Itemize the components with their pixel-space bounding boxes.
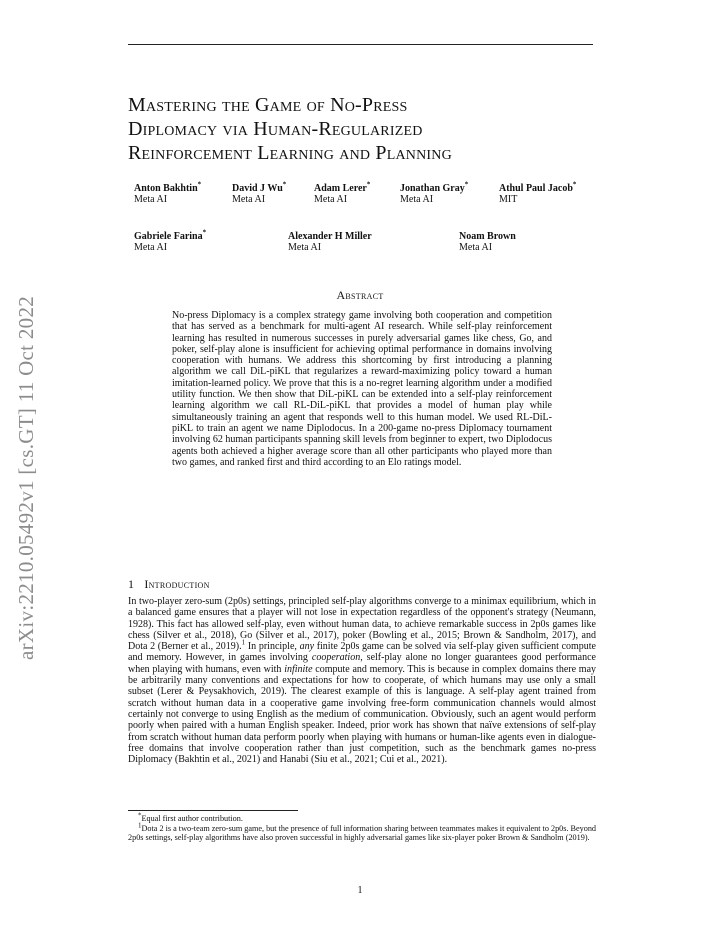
equal-contribution-mark: * bbox=[464, 180, 469, 189]
footnote-rule bbox=[128, 810, 298, 811]
equal-contribution-mark: * bbox=[572, 180, 577, 189]
author-affiliation: MIT bbox=[499, 194, 518, 205]
footnote-mark: * bbox=[138, 811, 142, 820]
arxiv-identifier[interactable]: arXiv:2210.05492v1 [cs.GT] 11 Oct 2022 bbox=[14, 295, 38, 660]
author-alexander-h-miller bbox=[288, 231, 372, 253]
author-name: Noam Brown bbox=[459, 231, 516, 242]
author-name: Alexander H Miller bbox=[288, 231, 372, 242]
author-affiliation: Meta AI bbox=[314, 194, 348, 205]
title-line-2: Diplomacy via Human-Regularized bbox=[128, 118, 423, 140]
equal-contribution-mark: * bbox=[197, 180, 202, 189]
section-number: 1 bbox=[128, 577, 135, 591]
author-affiliation: Meta AI bbox=[232, 194, 266, 205]
equal-contribution-mark: * bbox=[282, 180, 287, 189]
page-number: 1 bbox=[357, 885, 363, 896]
title-line-3: Reinforcement Learning and Planning bbox=[128, 142, 452, 164]
author-affiliation: Meta AI bbox=[288, 242, 322, 253]
footnotes bbox=[128, 811, 597, 843]
title-line-1: Mastering the Game of No-Press bbox=[128, 94, 408, 116]
author-name: Athul Paul Jacob bbox=[499, 183, 573, 194]
footnote-equal-contribution: *Equal first author contribution. bbox=[138, 811, 243, 823]
abstract-text: No-press Diplomacy is a complex strategy game involving both cooperation and competition that has served as a benchmark for multi-agent AI research. While self-play reinforcement learning has resulted in numerous successes in purely adversarial games like chess, Go, and poker, self-play alone is insufficient for achieving optimal performance in domains involving cooperation with humans. We address this shortcoming by first introducing a planning algorithm we call DiL-piKL that regularizes a reward-maximizing policy toward a human imitation-learned policy. We prove that this is a no-regret learning algorithm under a modified utility function. We then show that DiL-piKL can be extended into a self-play reinforcement learning algorithm we call RL-DiL-piKL that provides a model of human play while simultaneously training an agent that responds well to this human model. We used RL-DiL-piKL to train an agent we name Diplodocus. In a 200-game no-press Diplomacy tournament involving 62 human participants spanning skill levels from beginner to expert, two Diplodocus agents both achieved a higher average score than all other participants who played more than two games, and ranked first and third according to an Elo ratings model. bbox=[172, 310, 552, 468]
abstract-heading: Abstract bbox=[336, 288, 384, 302]
author-anton-bakhtin bbox=[134, 180, 202, 205]
author-adam-lerer bbox=[314, 180, 371, 205]
emphasis-infinite: infinite bbox=[284, 663, 313, 675]
introduction-text bbox=[128, 596, 596, 765]
section-heading-introduction bbox=[128, 577, 210, 592]
author-name: David J Wu bbox=[232, 183, 283, 194]
emphasis-any: any bbox=[299, 641, 315, 653]
intro-paragraph-2: In principle, any finite 2p0s game can be solved via self-play given sufficient compute and memory. However, in games involving cooperation, self-play alone no longer guarantees good performance when playing with humans, even with infinite compute and memory. This is because in complex domains there may be arbitrarily many conventions and expectations for how to cooperate, of which humans may use only a small subset (Lerer & Peysakhovich, 2019). The clearest example of this is language. A self-play agent trained from scratch without human data in a cooperative game involving free-form communication channels would almost certainly not converge to using English as the medium of communication. Obviously, such an agent would perform poorly when paired with a human English speaker. Indeed, prior work has shown that naïve extensions of self-play from scratch without human data perform poorly when playing with humans or human-like agents even in dialogue-free domains that involve cooperation rather than just competition, such as the benchmark games no-press Diplomacy (Bakhtin et al., 2021) and Hanabi (Siu et al., 2021; Cui et al., 2021). bbox=[128, 641, 597, 766]
author-name: Jonathan Gray bbox=[400, 183, 465, 194]
author-jonathan-gray bbox=[400, 180, 469, 205]
paper-title bbox=[128, 93, 598, 165]
author-affiliation: Meta AI bbox=[134, 242, 168, 253]
equal-contribution-mark: * bbox=[366, 180, 371, 189]
intro-paragraph-1: In two-player zero-sum (2p0s) settings, principled self-play algorithms converge to a minimax equilibrium, which in a balanced game ensures that a player will not lose in expectation regardless of the opponent's strategy (Neumann, 1928). This fact has allowed self-play, even without human data, to achieve remarkable success in 2p0s games like chess (Silver et al., 2018), Go (Silver et al., 2017), poker (Bowling et al., 2015; Brown & Sandholm, 2017), and Dota 2 (Berner et al., 2019). bbox=[128, 596, 596, 653]
author-noam-brown bbox=[459, 231, 516, 253]
author-athul-paul-jacob bbox=[499, 180, 577, 205]
section-title: Introduction bbox=[144, 577, 210, 591]
author-affiliation: Meta AI bbox=[400, 194, 434, 205]
footnote-mark: 1 bbox=[138, 820, 142, 829]
author-name: Gabriele Farina bbox=[134, 231, 203, 242]
author-affiliation: Meta AI bbox=[134, 194, 168, 205]
author-david-j-wu bbox=[232, 180, 287, 205]
author-affiliation: Meta AI bbox=[459, 242, 493, 253]
author-name: Adam Lerer bbox=[314, 183, 367, 194]
header-rule bbox=[128, 44, 593, 45]
footnote-1: $^1$Dota 2 is a two-team zero-sum game, but the presence of full information sharing between teammates makes it equivalent to 2p0s. Beyond 2p0s settings, self-play algorithms have also proven successful in highly adversarial games like six-player poker Brown & Sandholm (2019). bbox=[128, 820, 597, 843]
emphasis-cooperation: cooperation bbox=[311, 652, 361, 664]
footnote-ref-1[interactable]: 1 bbox=[241, 638, 246, 647]
author-name: Anton Bakhtin bbox=[134, 183, 198, 194]
equal-contribution-mark: * bbox=[202, 228, 207, 237]
author-gabriele-farina bbox=[134, 228, 207, 253]
